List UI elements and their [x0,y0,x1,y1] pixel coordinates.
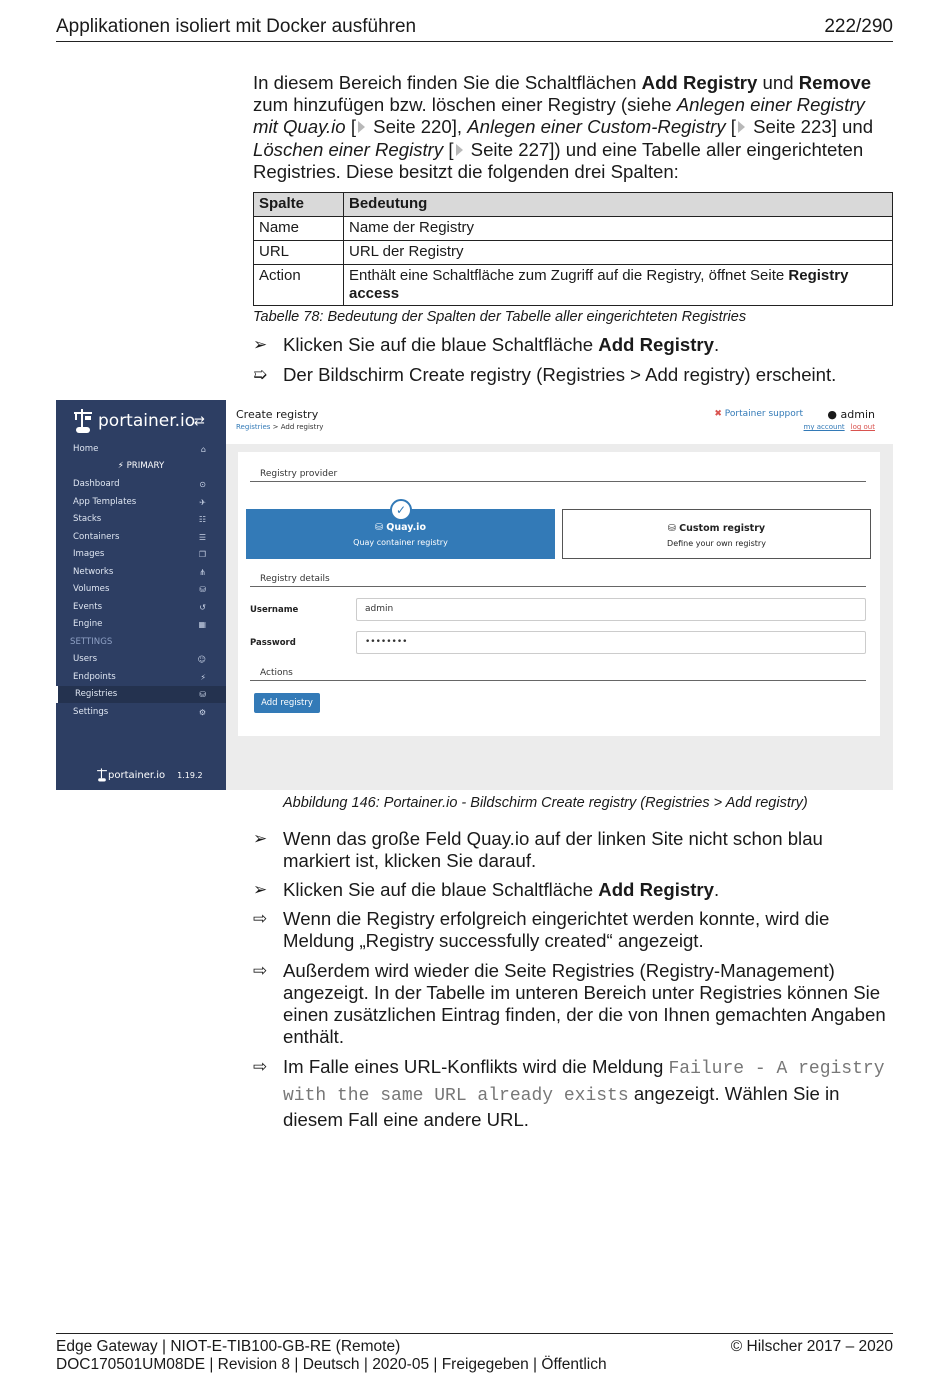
step-item [253,334,893,356]
table-row [254,241,893,265]
sidebar-item-label: Registries [75,689,118,699]
history-icon: ↺ [199,602,206,612]
crane-icon [96,767,108,783]
intro-text: ]) und eine Tabelle aller eingerichteten Registries. Diese besitzt die folgenden drei Spalten: [253,138,864,182]
check-icon: ✓ [390,499,412,521]
page-footer [56,1333,893,1373]
provider-section-heading: Registry provider [250,469,866,482]
xref-delete[interactable]: Löschen einer Registry [253,138,444,160]
portainer-screenshot [56,400,893,790]
step-plain: Im Falle eines URL-Konflikts wird die Meldung [283,1056,669,1077]
sidebar-item-images[interactable] [56,546,226,563]
xref-quay[interactable]: Anlegen einer Registry mit Quay.io [253,94,865,138]
table-header: Spalte [254,193,344,217]
users-icon: ☺ [197,655,206,664]
user-label: admin [840,408,875,421]
intro-text: [ [345,116,356,138]
footer-product: Edge Gateway | NIOT-E-TIB100-GB-RE (Remote) [56,1338,401,1355]
table-caption: Tabelle 78: Bedeutung der Spalten der Tabelle aller eingerichteten Registries [253,309,747,325]
quay-title-text: Quay.io [386,522,426,533]
endpoint-label: PRIMARY [126,461,165,471]
sidebar-item-label: Dashboard [73,479,120,489]
arrow-bullet-icon: ➢ [253,880,268,899]
step-text [283,1055,893,1132]
sidebar-item-containers[interactable] [56,529,226,546]
sidebar-item-label: Networks [73,566,114,577]
table-row [254,265,893,306]
step-item [253,908,893,952]
sidebar-item-label: Stacks [73,514,102,524]
table-header: Bedeutung [344,193,893,217]
sidebar-item-volumes[interactable] [56,581,226,598]
th-icon: ▦ [198,620,206,629]
table-row [254,217,893,241]
intro-text: [ [443,138,454,160]
exchange-icon[interactable]: ⇄ [194,414,205,429]
xref-custom[interactable]: Anlegen einer Custom-Registry [467,116,726,138]
registry-form-panel [238,452,880,736]
database-icon: ⛁ [199,690,206,699]
dashboard-icon: ⊙ [199,480,206,489]
breadcrumb [236,423,323,431]
step-text [283,879,893,901]
sidebar-settings-heading: SETTINGS [70,637,113,647]
result-arrow-icon: ➯ [253,365,268,384]
times-circle-icon: ✖ [714,409,722,419]
sidebar-item-events[interactable] [56,599,226,616]
table-cell: Name [254,217,344,241]
step-plain: . [713,879,720,900]
result-arrow-icon: ⇨ [253,961,268,980]
sidebar-item-label: Containers [73,531,120,542]
screen-title: Create registry [236,408,319,421]
step-plain: . [713,334,720,355]
sidebar-item-engine[interactable] [56,616,226,633]
database-icon: ⛁ [375,522,383,533]
footer-document-info: DOC170501UM08DE | Revision 8 | Deutsch | 2020-05 | Freigegeben | Öffentlich [56,1356,607,1373]
xref-page[interactable]: Seite 220 [368,116,452,138]
cell-bold: Registry access [349,267,849,302]
password-input[interactable]: •••••••• [356,631,866,654]
breadcrumb-link[interactable]: Registries [236,423,271,431]
sidebar-item-networks[interactable] [56,564,226,581]
step-bold: Add Registry [598,879,714,900]
sidebar-item-endpoints[interactable] [56,669,226,686]
support-label: Portainer support [724,409,803,419]
quay-subtitle: Quay container registry [353,538,448,547]
intro-paragraph [253,72,893,183]
step-text [283,334,893,356]
arrow-bullet-icon: ➢ [253,829,268,848]
user-links [804,423,875,431]
database-icon: ⛁ [667,523,676,534]
step-text: Wenn das große Feld Quay.io auf der linken Site nicht schon blau markiert ist, klicken Sie darauf. [283,828,823,871]
actions-section-heading: Actions [250,668,866,681]
table-cell: Action [254,265,344,306]
plug-icon: ⚡ [117,461,124,471]
sitemap-icon: ⋔ [199,567,206,577]
step-item [253,828,893,872]
table-cell: URL [254,241,344,265]
custom-title-text: Custom registry [679,523,766,534]
chapter-title: Applikationen isoliert mit Docker ausführen [56,16,417,37]
home-icon: ⌂ [200,445,206,454]
step-item [253,364,893,386]
password-label: Password [250,638,296,648]
sidebar-item-label: Endpoints [73,671,116,682]
version-label: 1.19.2 [177,770,203,780]
step-bold: Add Registry [598,334,714,355]
support-link[interactable] [714,409,803,419]
intro-add-registry: Add Registry [641,72,758,93]
sidebar-item-dashboard[interactable] [56,476,226,493]
breadcrumb-current: > Add registry [270,423,324,431]
list-icon: ☰ [198,532,206,542]
table-cell: URL der Registry [344,241,893,265]
intro-text: ] und [831,116,874,138]
sidebar-footer [96,767,203,783]
sidebar-item-label: Images [73,549,105,559]
intro-text: und [757,72,799,93]
page-header [56,14,893,42]
xref-arrow-icon [456,144,463,156]
sidebar-item-stacks[interactable] [56,511,226,528]
step-plain: Klicken Sie auf die blaue Schaltfläche [283,334,599,355]
footer-copyright: © Hilscher 2017 – 2020 [730,1338,893,1355]
sidebar-item-label: Engine [73,619,103,629]
topbar [226,400,893,444]
intro-text: zum hinzufügen bzw. löschen einer Registry (siehe [253,94,677,116]
sidebar-item-label: Home [73,444,99,454]
custom-subtitle: Define your own registry [667,539,766,548]
portainer-logo[interactable] [72,406,195,436]
sidebar-item-label: Events [73,601,103,612]
intro-remove: Remove [798,72,872,93]
step-item [253,960,893,1048]
cubes-icon: ⛁ [199,585,206,594]
xref-arrow-icon [358,121,365,133]
sidebar-item-label: Settings [73,706,109,717]
step-plain: Klicken Sie auf die blaue Schaltfläche [283,879,599,900]
quay-title [246,522,555,533]
sidebar-item-app-templates[interactable] [56,494,226,511]
footer-logo-text: portainer.io [108,769,166,781]
sidebar [56,400,226,790]
table-header-row [254,193,893,217]
step-text: Außerdem wird wieder die Seite Registries (Registry-Management) angezeigt. In der Tabelle im unteren Bereich unter Registries können Sie einen zusätzlichen Eintrag finden, der die von Ihnen gemachten Angaben enthält. [283,960,886,1047]
rocket-icon: ✈ [199,497,206,507]
result-arrow-icon: ⇨ [253,909,268,928]
figure-caption: Abbildung 146: Portainer.io - Bildschirm Create registry (Registries > Add registry) [283,795,808,811]
log-out-link[interactable]: log out [850,423,875,431]
logo-text: portainer.io [98,411,196,431]
xref-arrow-icon [738,121,745,133]
xref-page[interactable]: Seite 223 [747,116,832,138]
add-registry-button[interactable]: Add registry [254,693,320,713]
step-item [253,879,893,901]
user-name [827,408,875,421]
user-circle-icon: ● [827,408,838,421]
error-message-code: Failure - A registry with the same URL already exists [283,1059,885,1106]
table-cell [344,265,893,306]
sidebar-item-registries[interactable] [56,686,226,703]
sidebar-item-label: App Templates [73,496,137,507]
endpoint-primary [56,461,226,471]
sidebar-item-settings[interactable] [56,704,226,721]
step-text: Der Bildschirm Create registry (Registries > Add registry) erscheint. [283,364,837,385]
clone-icon: ❐ [198,550,206,559]
step-text: Wenn die Registry erfolgreich eingerichtet werden konnte, wird die Meldung „Registry successfully created“ angezeigt. [283,908,830,951]
result-arrow-icon: ⇨ [253,1057,268,1076]
step-plain: angezeigt. Wählen Sie in diesem Fall eine andere URL. [283,1082,840,1130]
custom-title [563,523,870,534]
xref-page[interactable]: Seite 227 [465,138,550,160]
custom-provider-option[interactable] [562,509,871,559]
intro-text: ], [451,116,468,138]
sidebar-item-label: Users [73,654,98,664]
stacks-icon: ☷ [198,515,206,524]
intro-text: [ [725,116,736,138]
arrow-bullet-icon: ➢ [253,335,268,354]
crane-icon [72,407,94,435]
details-section-heading: Registry details [250,574,866,587]
cogs-icon: ⚙ [198,707,206,717]
username-label: Username [250,605,299,615]
sidebar-item-home[interactable] [56,441,226,458]
username-input[interactable]: admin [356,598,866,621]
page-number: 222/290 [824,16,893,37]
intro-text: In diesem Bereich finden Sie die Schaltflächen [253,72,642,93]
table-cell: Name der Registry [344,217,893,241]
columns-table [253,192,893,306]
sidebar-item-users[interactable] [56,651,226,668]
cell-text: Enthält eine Schaltfläche zum Zugriff auf die Registry, öffnet Seite [349,267,789,284]
step-item [253,1055,893,1132]
sidebar-item-label: Volumes [73,584,110,594]
my-account-link[interactable]: my account [803,423,845,431]
plug-icon: ⚡ [200,672,206,682]
